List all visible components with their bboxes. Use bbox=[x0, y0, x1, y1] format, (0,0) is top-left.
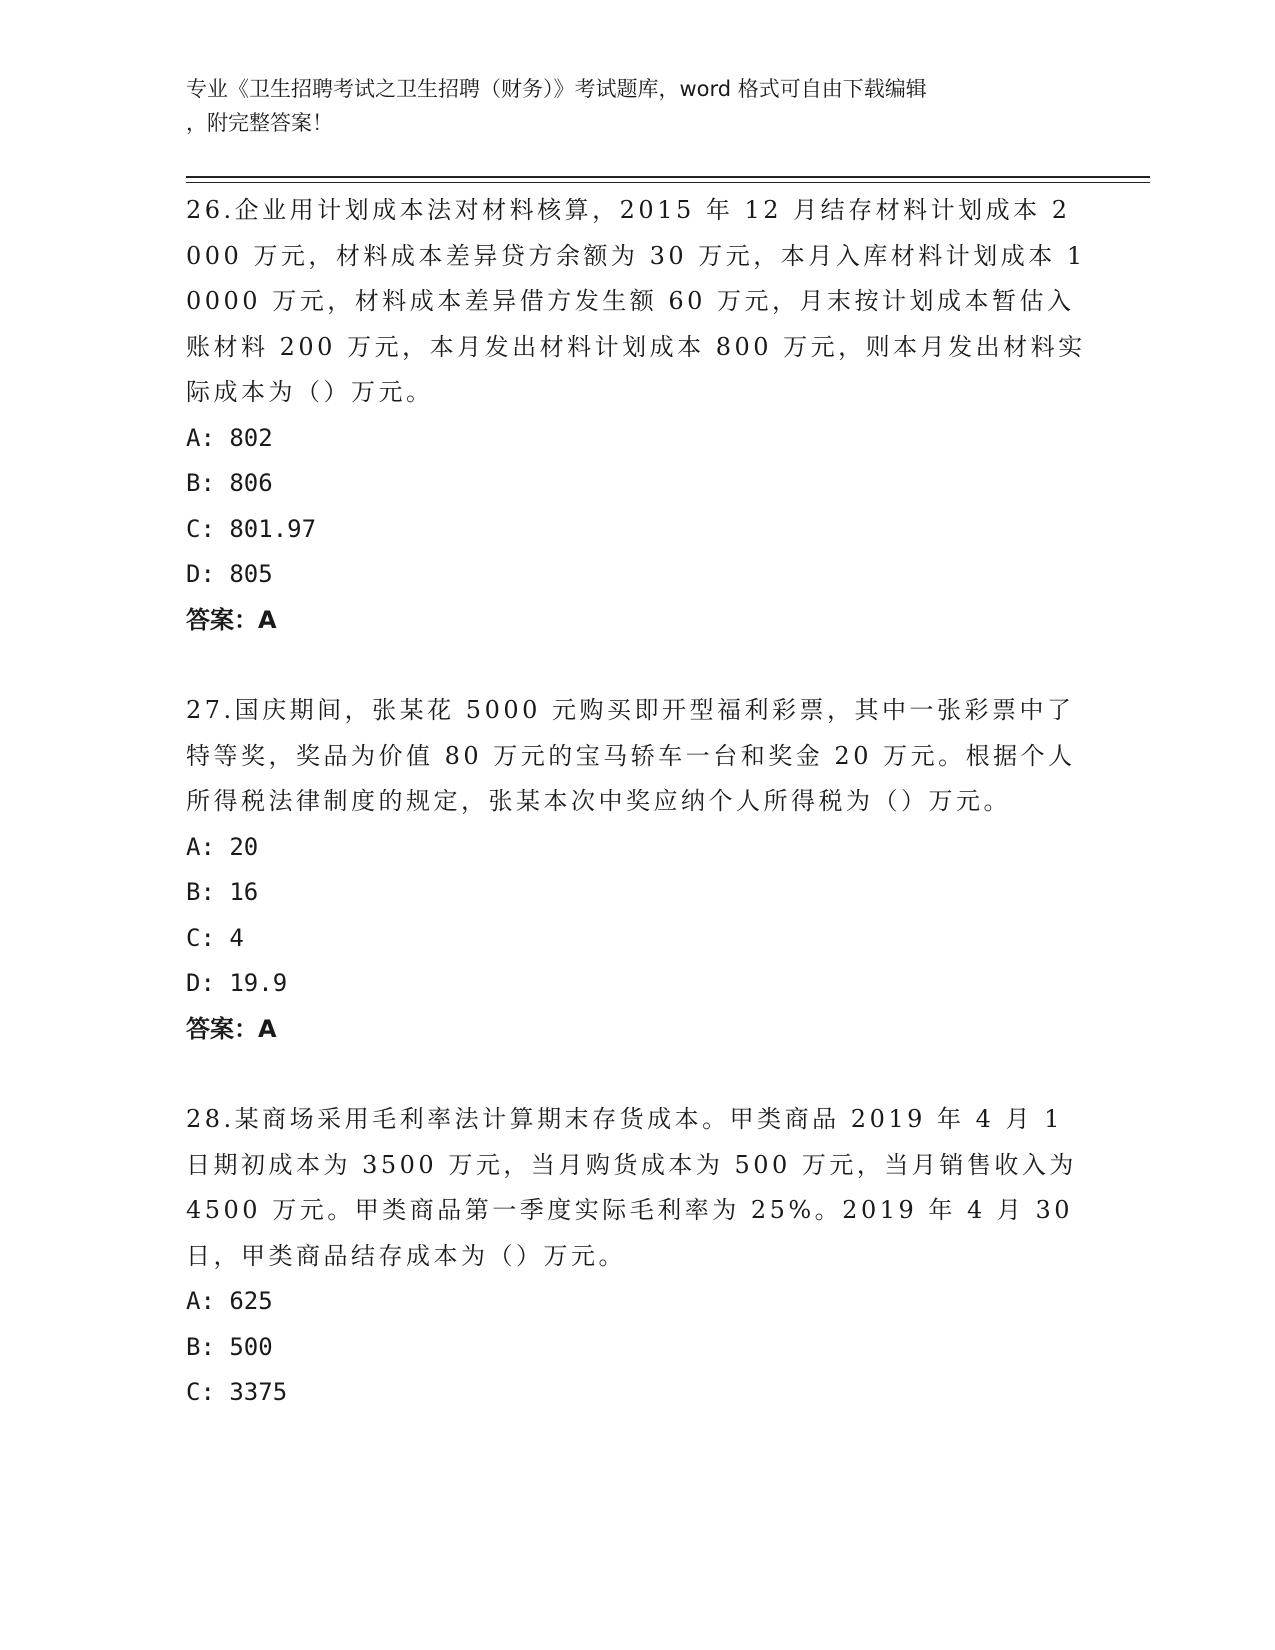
option-d: D: 805 bbox=[186, 560, 273, 588]
question-stem: 27.国庆期间，张某花 5000 元购买即开型福利彩票，其中一张彩票中了特等奖，奖品为价值 80 万元的宝马轿车一台和奖金 20 万元。根据个人所得税法律制度的规定，张某本次中奖应纳个人所得税为（）万元。 bbox=[186, 696, 1076, 815]
option-c: C: 801.97 bbox=[186, 514, 317, 543]
question-stem: 28.某商场采用毛利率法计算期末存货成本。甲类商品 2019 年 4 月 1 日期初成本为 3500 万元，当月购货成本为 500 万元，当月销售收入为 4500 万元。甲类商品第一季度实际毛利率为 25%。2019 年 4 月 30 日，甲类商品结存成本为（）万元。 bbox=[186, 1105, 1077, 1270]
option-c: C: 3375 bbox=[186, 1378, 288, 1406]
option-a: A: 625 bbox=[186, 1287, 273, 1315]
option-b: B: 500 bbox=[186, 1332, 273, 1361]
question-list bbox=[186, 188, 1086, 1416]
question-stem: 26.企业用计划成本法对材料核算，2015 年 12 月结存材料计划成本 2000 万元，材料成本差异贷方余额为 30 万元，本月入库材料计划成本 10000 万元，材料成本差异借方发生额 60 万元，月末按计划成本暂估入账材料 200 万元，本月发出材料计划成本 800 万元，则本月发出材料实际成本为（）万元。 bbox=[186, 196, 1086, 406]
header-rule-thick bbox=[186, 176, 1150, 178]
option-b: B: 806 bbox=[186, 469, 273, 497]
document-header bbox=[186, 72, 1066, 140]
header-line-1: 专业《卫生招聘考试之卫生招聘（财务）》考试题库，word 格式可自由下载编辑 bbox=[186, 77, 927, 101]
option-b: B: 16 bbox=[186, 878, 259, 906]
option-a: A: 20 bbox=[186, 832, 259, 861]
option-a: A: 802 bbox=[186, 423, 273, 452]
option-d: D: 19.9 bbox=[186, 969, 288, 997]
question-gap bbox=[186, 1052, 1086, 1097]
option-c: C: 4 bbox=[186, 923, 244, 952]
question-26 bbox=[186, 188, 1086, 643]
answer-line: 答案：A bbox=[186, 605, 277, 634]
question-28 bbox=[186, 1097, 1086, 1416]
answer-line: 答案：A bbox=[186, 1014, 277, 1043]
question-27 bbox=[186, 688, 1086, 1052]
header-rule-thin bbox=[186, 182, 1150, 183]
header-line-2: ，附完整答案！ bbox=[186, 111, 333, 135]
question-gap bbox=[186, 643, 1086, 688]
